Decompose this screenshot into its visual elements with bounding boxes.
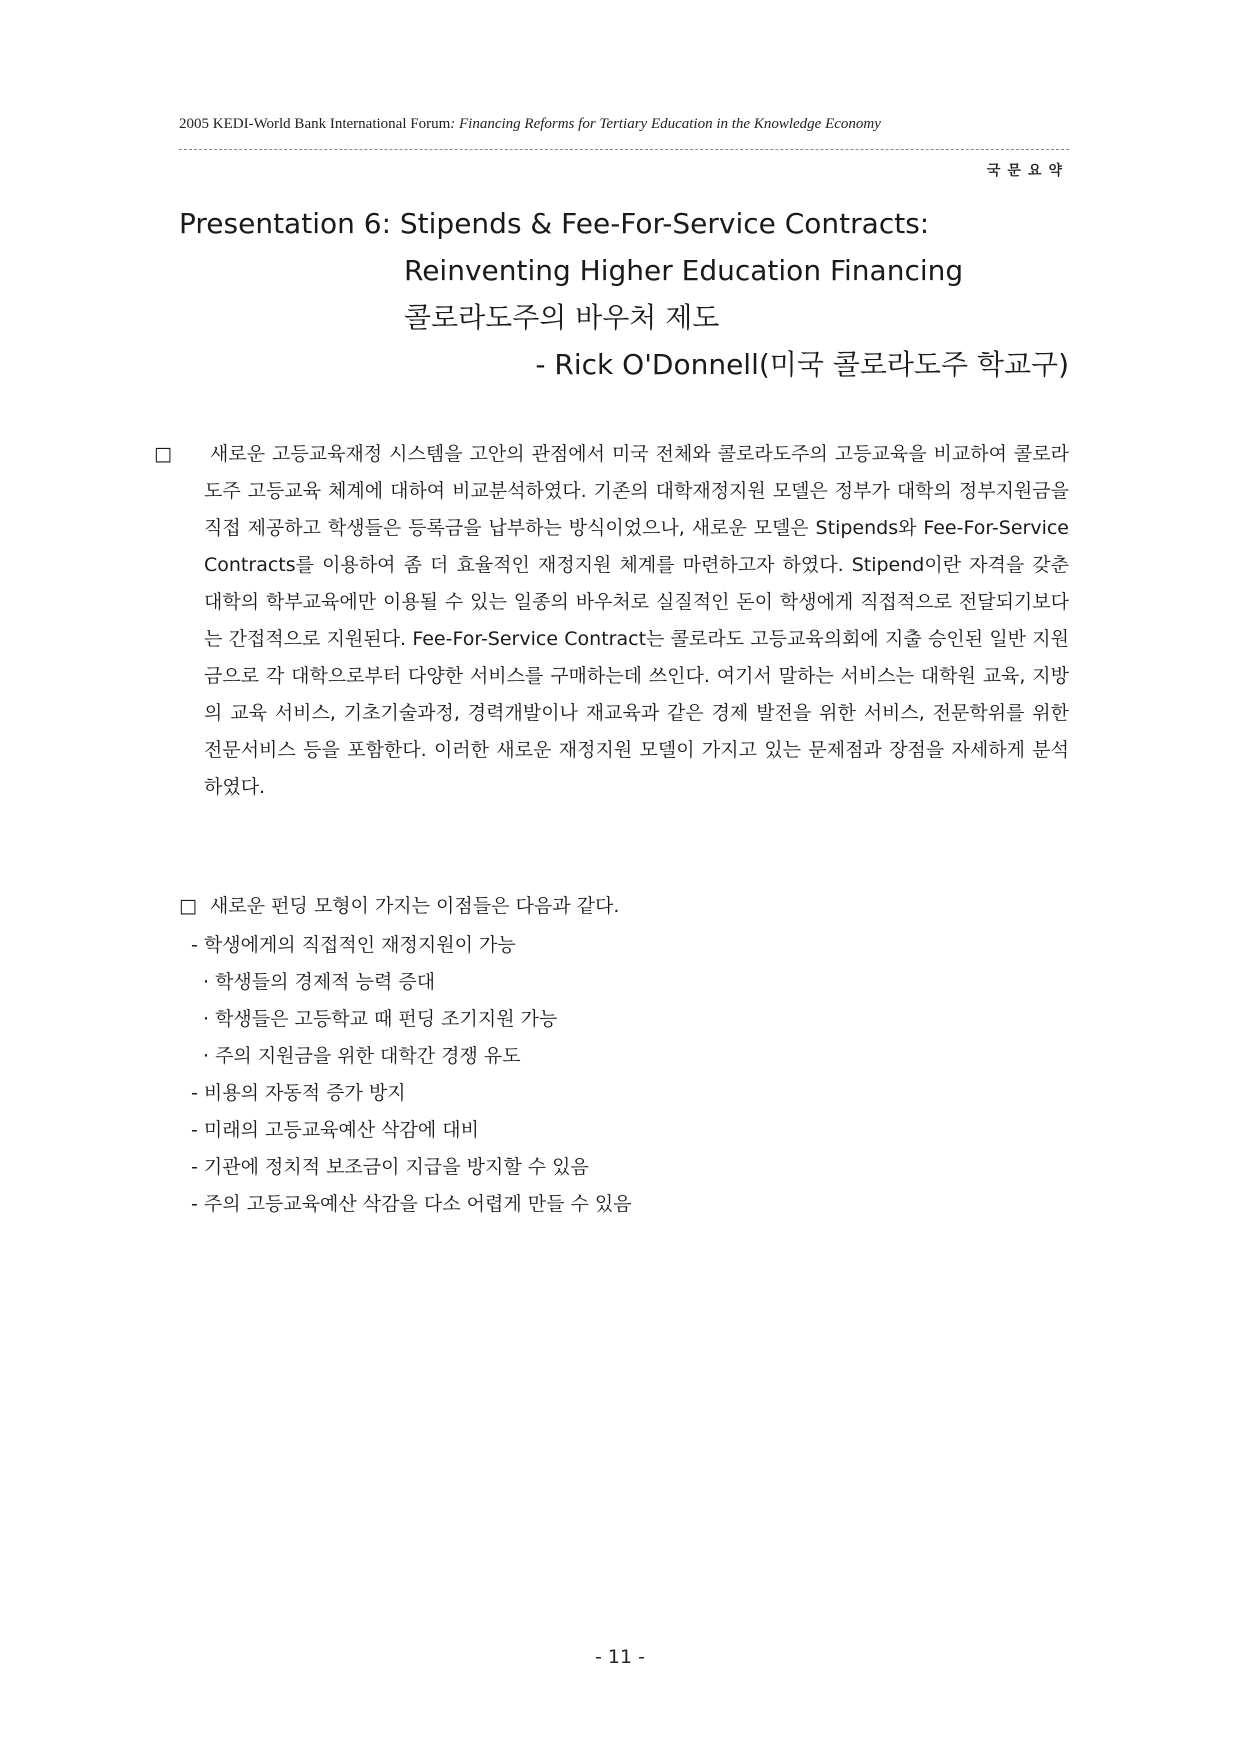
list-item: - 학생에게의 직접적인 재정지원이 가능 xyxy=(191,934,516,956)
presentation-title xyxy=(179,200,1069,388)
list-item: - 주의 고등교육예산 삭감을 다소 어렵게 만들 수 있음 xyxy=(191,1193,632,1215)
title-author: - Rick O'Donnell(미국 콜로라도주 학교구) xyxy=(535,348,1069,381)
list-item: - 비용의 자동적 증가 방지 xyxy=(191,1082,406,1104)
section-label: 국문요약 xyxy=(986,163,1069,179)
running-header xyxy=(179,116,1079,133)
page-number: - 11 - xyxy=(595,1646,645,1668)
title-line-2: Reinventing Higher Education Financing xyxy=(404,254,964,287)
benefits-intro xyxy=(179,888,1069,925)
list-item: - 미래의 고등교육예산 삭감에 대비 xyxy=(191,1119,479,1141)
benefits-intro-text: 새로운 펀딩 모형이 가지는 이점들은 다음과 같다. xyxy=(210,895,620,917)
list-item: · 학생들의 경제적 능력 증대 xyxy=(203,971,436,993)
summary-paragraph xyxy=(154,436,1069,806)
title-line-3: 콜로라도주의 바우처 제도 xyxy=(404,301,720,334)
header-divider xyxy=(179,149,1069,150)
running-header-title: 2005 KEDI-World Bank International Forum xyxy=(179,116,451,132)
list-item: · 주의 지원금을 위한 대학간 경쟁 유도 xyxy=(203,1045,521,1067)
checkbox-bullet-icon: □ xyxy=(179,895,197,917)
summary-paragraph-text: 새로운 고등교육재정 시스템을 고안의 관점에서 미국 전체와 콜로라도주의 고등교육을 비교하여 콜로라도주 고등교육 체계에 대하여 비교분석하였다. 기존의 대학재정지원 모델은 정부가 대학의 정부지원금을 직접 제공하고 학생들은 등록금을 납부하는 방식이었으나, 새로운 모델은 Stipends와 Fee-For-Service Contracts를 이용하여 좀 더 효율적인 재정지원 체계를 마련하고자 하였다. Stipend이란 자격을 갖춘 대학의 학부교육에만 이용될 수 있는 일종의 바우처로 실질적인 돈이 학생에게 직접적으로 전달되기보다는 간접적으로 지원된다. Fee-For-Service Contract는 콜로라도 고등교육의회에 지출 승인된 일반 지원금으로 각 대학으로부터 다양한 서비스를 구매하는데 쓰인다. 여기서 말하는 서비스는 대학원 교육, 지방의 교육 서비스, 기초기술과정, 경력개발이나 재교육과 같은 경제 발전을 위한 서비스, 전문학위를 위한 전문서비스 등을 포함한다. 이러한 새로운 재정지원 모델이 가지고 있는 문제점과 장점을 자세하게 분석하였다. xyxy=(204,443,1069,798)
list-item: - 기관에 정치적 보조금이 지급을 방지할 수 있음 xyxy=(191,1156,589,1178)
checkbox-bullet-icon: □ xyxy=(154,443,172,465)
summary-paragraph-body xyxy=(154,436,1069,806)
list-item: · 학생들은 고등학교 때 펀딩 조기지원 가능 xyxy=(203,1008,558,1030)
title-line-1: Presentation 6: Stipends & Fee-For-Service Contracts: xyxy=(179,207,930,240)
running-header-subtitle: : Financing Reforms for Tertiary Education in the Knowledge Economy xyxy=(450,116,881,132)
benefits-list xyxy=(191,927,1061,1223)
